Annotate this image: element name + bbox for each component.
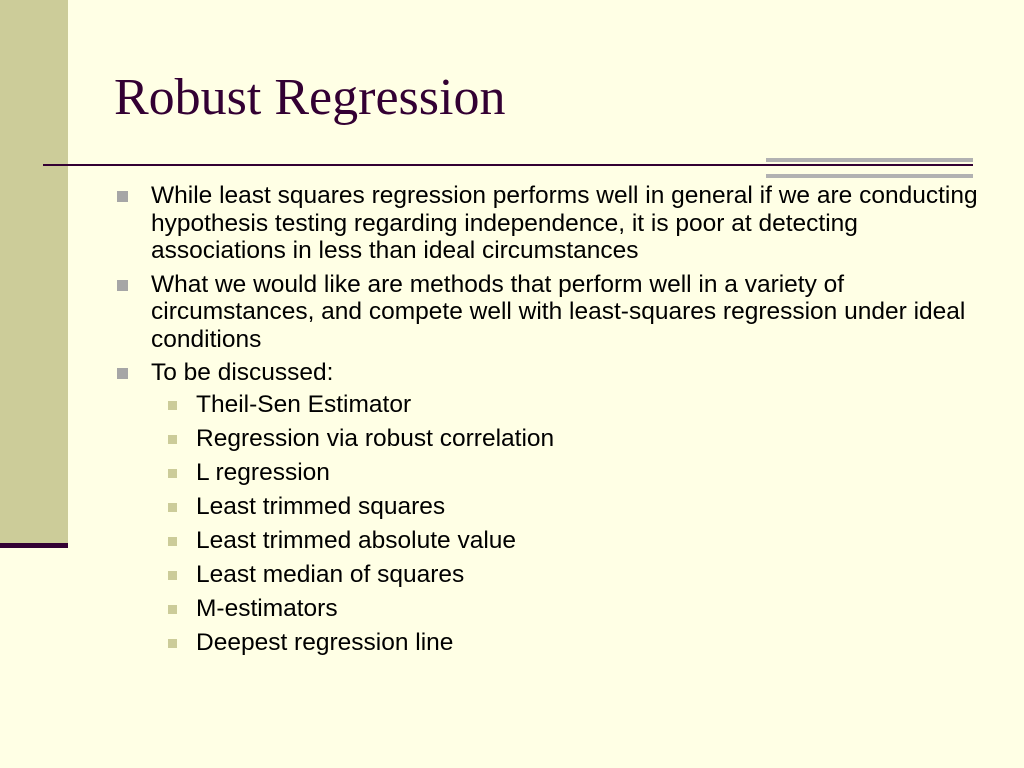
title-rule-accent-bottom (766, 174, 973, 178)
bullet-text: While least squares regression performs well in general if we are conducting hypothesis testing regarding independence, it is poor at detecting associations in less than ideal circumstances (151, 182, 978, 264)
bullet-item (114, 271, 994, 354)
sub-bullet-item (151, 527, 994, 555)
sub-bullet-text: Least median of squares (196, 560, 465, 588)
square-bullet-icon (117, 280, 128, 291)
square-sub-bullet-icon (168, 435, 177, 444)
sub-bullet-text: Regression via robust correlation (196, 424, 555, 452)
sub-bullet-text: Theil-Sen Estimator (196, 390, 412, 418)
square-bullet-icon (117, 368, 128, 379)
bullet-item (114, 182, 994, 265)
sub-bullet-item (151, 629, 994, 657)
bullet-text: To be discussed: (151, 359, 334, 386)
sub-bullet-text: L regression (196, 458, 330, 486)
sub-bullet-item (151, 425, 994, 453)
slide-body (114, 182, 994, 663)
sub-bullet-item (151, 493, 994, 521)
sub-bullet-text: Least trimmed absolute value (196, 526, 517, 554)
square-bullet-icon (117, 191, 128, 202)
square-sub-bullet-icon (168, 605, 177, 614)
title-rule-accent-top (766, 158, 973, 162)
title-divider-line (43, 164, 973, 166)
square-sub-bullet-icon (168, 571, 177, 580)
square-sub-bullet-icon (168, 401, 177, 410)
square-sub-bullet-icon (168, 503, 177, 512)
sub-bullet-item (151, 595, 994, 623)
sub-bullet-item (151, 391, 994, 419)
sub-bullet-text: Deepest regression line (196, 628, 454, 656)
left-decorative-band (0, 0, 68, 545)
sub-bullet-list (151, 391, 994, 657)
sub-bullet-item (151, 561, 994, 589)
sub-bullet-text: M-estimators (196, 594, 338, 622)
bullet-item (114, 359, 994, 656)
square-sub-bullet-icon (168, 469, 177, 478)
left-band-accent-line (0, 543, 68, 548)
square-sub-bullet-icon (168, 639, 177, 648)
slide-title: Robust Regression (114, 69, 506, 126)
bullet-list (114, 182, 994, 656)
bullet-text: What we would like are methods that perform well in a variety of circumstances, and compete well with least-squares regression under ideal conditions (151, 270, 966, 353)
square-sub-bullet-icon (168, 537, 177, 546)
sub-bullet-item (151, 459, 994, 487)
sub-bullet-text: Least trimmed squares (196, 492, 446, 520)
